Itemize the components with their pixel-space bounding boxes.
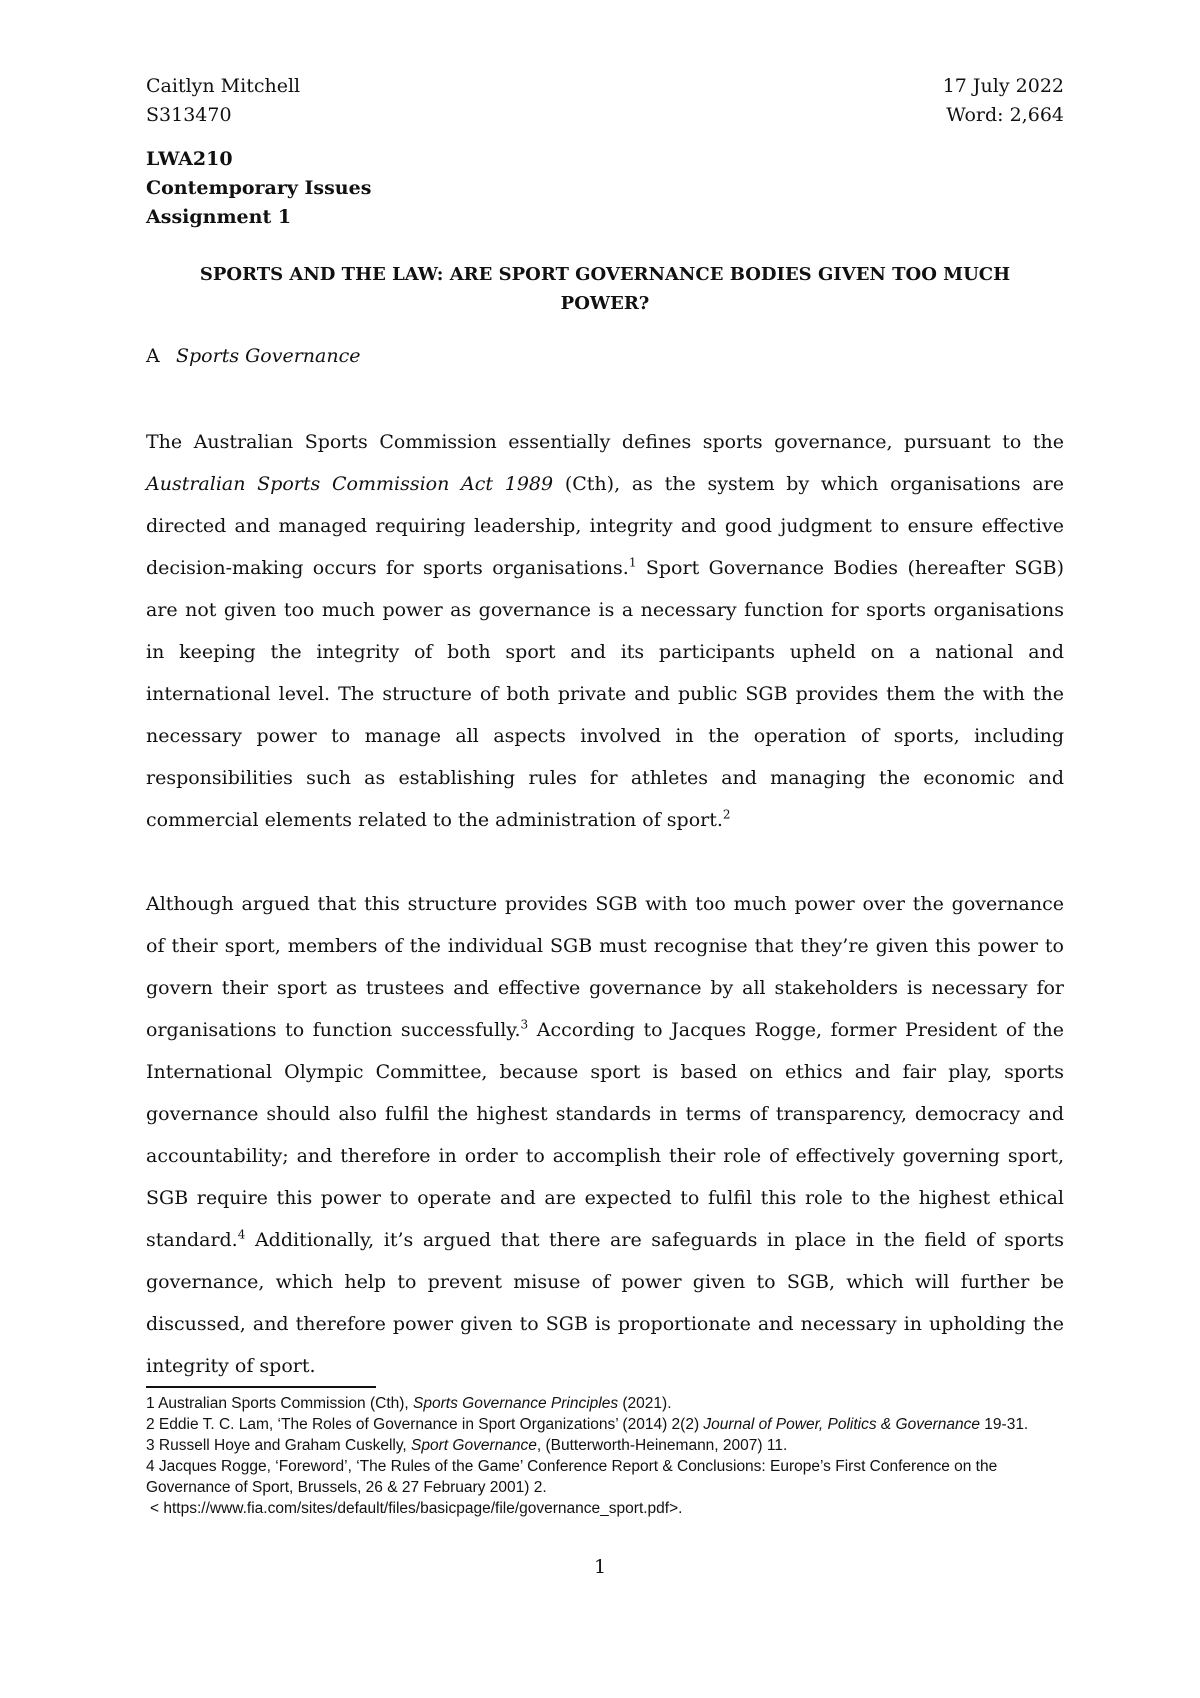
section-letter: A [146,345,160,367]
section-heading-text: Sports Governance [176,345,361,367]
footnote-1-end: (2021). [618,1395,672,1412]
footnote-3-text: 3 Russell Hoye and Graham Cuskelly, [146,1437,412,1454]
footnote-3 [146,1435,1070,1456]
footnote-4: 4 Jacques Rogge, ‘Foreword’, ‘The Rules of the Game’ Conference Report & Conclusions: Europe’s First Conference on the Governance of Sport, Brussels, 26 & 27 February 2001) 2. [146,1458,998,1496]
footnote-ref-2: 2 [722,807,731,822]
footnote-1-text: 1 Australian Sports Commission (Cth), [146,1395,414,1412]
header-row-1 [146,72,1064,100]
p1-act-title: Australian Sports Commission Act 1989 [146,473,554,495]
footnote-ref-1: 1 [628,555,637,570]
p1-text-1: The Australian Sports Commission essentially defines sports governance, pursuant to the [146,431,1064,453]
footnote-2-text: 2 Eddie T. C. Lam, ‘The Roles of Governance in Sport Organizations’ (2014) 2(2) [146,1416,704,1433]
word-count: Word: 2,664 [946,104,1064,126]
footnote-2 [146,1414,1070,1435]
p1-text-3: Sport Governance Bodies (hereafter SGB) are not given too much power as governance is a necessary function for sports organisations in keeping the integrity of both sport and its participants upheld on a national and international level. The structure of both private and public SGB provides them the with the necessary power to manage all aspects involved in the operation of sports, including responsibilities such as establishing rules for athletes and managing the economic and commercial elements related to the administration of sport. [146,557,1064,831]
submission-date: 17 July 2022 [942,75,1064,97]
header-row-2 [146,101,1064,129]
p2-text-3: Additionally, it’s argued that there are safeguards in place in the field of sports governance, which help to prevent misuse of power given to SGB, which will further be discussed, and therefore power given to SGB is proportionate and necessary in upholding the integrity of sport. [146,1229,1064,1377]
footnote-2-end: 19-31. [979,1416,1029,1433]
footnote-3-end: , (Butterworth-Heinemann, 2007) 11. [536,1437,788,1454]
footnotes [146,1393,1070,1519]
body-paragraph-2 [146,883,1064,1387]
document-title: SPORTS AND THE LAW: ARE SPORT GOVERNANCE BODIES GIVEN TOO MUCH POWER? [199,264,1011,314]
footnote-2-italic: Journal of Power, Politics & Governance [703,1416,980,1433]
footnote-ref-4: 4 [237,1227,246,1242]
footnote-4-url[interactable]: < https://www.fia.com/sites/default/files/basicpage/file/governance_sport.pdf>. [150,1500,683,1517]
footnote-separator [146,1386,376,1388]
footnote-ref-3: 3 [520,1017,529,1032]
p2-text-2: According to Jacques Rogge, former President of the International Olympic Committee, because sport is based on ethics and fair play, sports governance should also fulfil the highest standards in terms of transparency, democracy and accountability; and therefore in order to accomplish their role of effectively governing sport, SGB require this power to operate and are expected to fulfil this role to the highest ethical standard. [146,1019,1064,1251]
page-number: 1 [593,1556,607,1578]
course-block [146,145,371,232]
body-paragraph-1 [146,421,1064,841]
p1-text-2: (Cth), as the system by which organisations are directed and managed requiring leadership, integrity and good judgment to ensure effective decision-making occurs for sports organisations. [146,473,1064,579]
author-name: Caitlyn Mitchell [146,75,301,97]
p2-text-1: Although argued that this structure provides SGB with too much power over the governance of their sport, members of the individual SGB must recognise that they’re given this power to govern their sport as trustees and effective governance by all stakeholders is necessary for organisations to function successfully. [146,893,1064,1041]
student-id: S313470 [146,104,232,126]
footnote-1-italic: Sports Governance Principles [413,1395,619,1412]
section-heading [146,341,361,371]
footnote-1 [146,1393,1070,1414]
course-code: LWA210 [146,148,233,170]
assignment-label: Assignment 1 [146,206,292,228]
course-name: Contemporary Issues [146,177,372,199]
footnote-3-italic: Sport Governance [411,1437,537,1454]
